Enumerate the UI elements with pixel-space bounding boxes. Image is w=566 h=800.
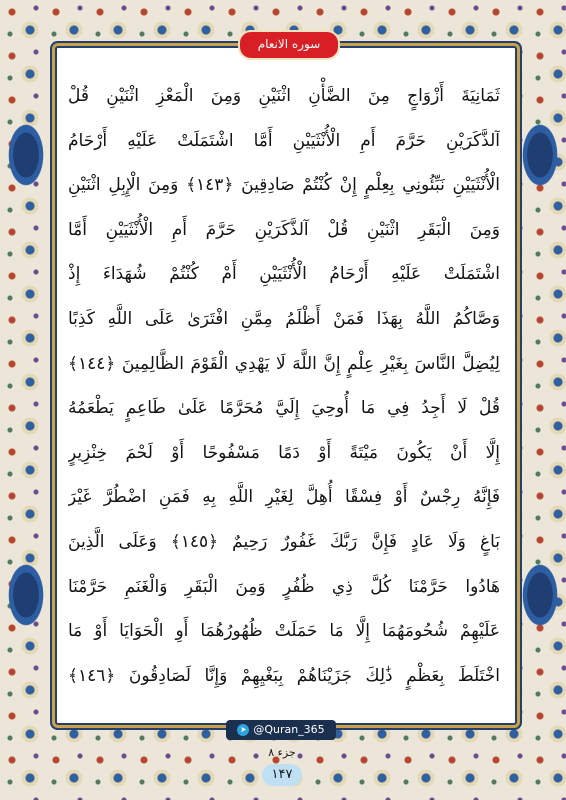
juz-label: جزء ۸ (268, 746, 296, 759)
verse-line: فَإِنَّهُ رِجْسٌ أَوْ فِسْقًا أُهِلَّ لِغَيْرِ اللَّهِ بِهِ فَمَنِ اضْطُرَّ غَيْرَ (68, 487, 500, 508)
verse-line: الْأُنْثَيَيْنِ نَبِّئُونِي بِعِلْمٍ إِنْ كُنْتُمْ صَادِقِينَ ﴿١٤٣﴾ وَمِنَ الْإِبِلِ اثْنَيْنِ (68, 175, 500, 196)
verse-line: وَمِنَ الْبَقَرِ اثْنَيْنِ قُلْ آلذَّكَرَيْنِ حَرَّمَ أَمِ الْأُنْثَيَيْنِ أَمَّا (68, 219, 500, 240)
verse-text-block (68, 74, 500, 698)
verse-line: آلذَّكَرَيْنِ حَرَّمَ أَمِ الْأُنْثَيَيْنِ أَمَّا اشْتَمَلَتْ عَلَيْهِ أَرْحَامُ (68, 130, 500, 151)
right-ornament-medallion (520, 120, 560, 190)
verse-line: قُلْ لَا أَجِدُ فِي مَا أُوحِيَ إِلَيَّ مُحَرَّمًا عَلَىٰ طَاعِمٍ يَطْعَمُهُ (68, 398, 500, 419)
telegram-icon: ➤ (237, 724, 249, 736)
verse-line: وَصَّاكُمُ اللَّهُ بِهَذَا فَمَنْ أَظْلَمُ مِمَّنِ افْتَرَىٰ عَلَى اللَّهِ كَذِبًا (68, 308, 500, 329)
verse-line: عَلَيْهِمْ شُحُومَهُمَا إِلَّا مَا حَمَلَتْ ظُهُورُهُمَا أَوِ الْحَوَايَا أَوْ مَا (68, 621, 500, 642)
page-number: ۱۴۷ (262, 764, 302, 786)
surah-name-badge: سوره الانعام (238, 30, 340, 60)
verse-line: هَادُوا حَرَّمْنَا كُلَّ ذِي ظُفُرٍ وَمِنَ الْبَقَرِ وَالْغَنَمِ حَرَّمْنَا (68, 576, 500, 597)
telegram-handle: @Quran_365 (253, 723, 325, 736)
left-ornament-medallion (6, 560, 46, 630)
verse-line: ثَمَانِيَةَ أَزْوَاجٍ مِنَ الضَّأْنِ اثْنَيْنِ وَمِنَ الْمَعْزِ اثْنَيْنِ قُلْ (68, 86, 500, 106)
left-ornament-medallion (6, 120, 46, 190)
verse-line: لِيُضِلَّ النَّاسَ بِغَيْرِ عِلْمٍ إِنَّ اللَّهَ لَا يَهْدِي الْقَوْمَ الظَّالِمِينَ ﴿١٤٤﴾ (68, 353, 500, 374)
verse-line: اخْتَلَطَ بِعَظْمٍ ذَٰلِكَ جَزَيْنَاهُمْ بِبَغْيِهِمْ وَإِنَّا لَصَادِقُونَ ﴿١٤٦﴾ (68, 665, 500, 686)
verse-line: بَاغٍ وَلَا عَادٍ فَإِنَّ رَبَّكَ غَفُورٌ رَحِيمٌ ﴿١٤٥﴾ وَعَلَى الَّذِينَ (68, 531, 500, 552)
right-ornament-medallion (520, 560, 560, 630)
verse-line: إِلَّا أَنْ يَكُونَ مَيْتَةً أَوْ دَمًا مَسْفُوحًا أَوْ لَحْمَ خِنْزِيرٍ (68, 442, 500, 463)
verse-line: اشْتَمَلَتْ عَلَيْهِ أَرْحَامُ الْأُنْثَيَيْنِ أَمْ كُنْتُمْ شُهَدَاءَ إِذْ (68, 264, 500, 285)
telegram-channel-tag (226, 720, 336, 740)
